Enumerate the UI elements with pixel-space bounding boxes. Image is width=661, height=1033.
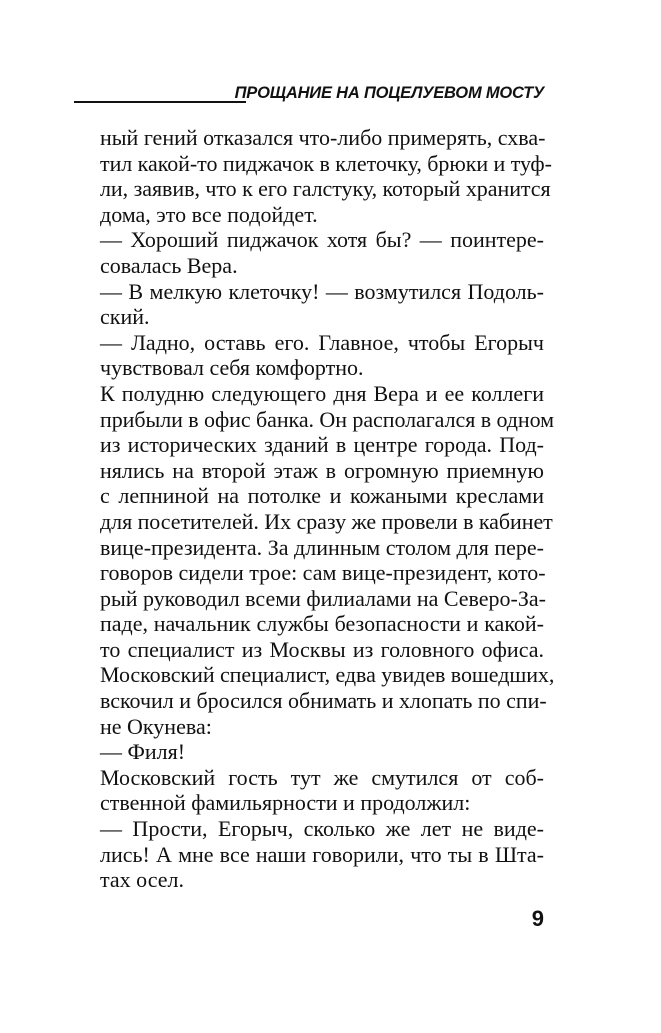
text-line: — Прости, Егорыч, сколько же лет не виде- [100,816,544,842]
text-line: вице-президента. За длинным столом для пере- [100,534,544,560]
text-line: — Ладно, оставь его. Главное, чтобы Егорыч [100,329,544,355]
running-head [74,84,544,104]
text-line: — Филя! [100,739,186,765]
header-rule [74,101,246,103]
text-line: ли, заявив, что к его галстуку, который хранится [100,176,551,202]
text-line: дома, это все подойдет. [100,201,318,227]
running-head-title: ПРОЩАНИЕ НА ПОЦЕЛУЕВОМ МОСТУ [234,84,544,102]
text-line: вскочил и бросился обнимать и хлопать по спи- [100,688,547,714]
page-number: 9 [531,906,544,931]
text-line: совалась Вера. [100,252,238,278]
text-line: ственной фамильярности и продолжил: [100,790,471,816]
text-line: — В мелкую клеточку! — возмутился Подоль- [100,278,544,304]
text-line: то специалист из Москвы из головного офиса. [100,636,544,662]
text-line: не Окунева: [100,713,212,739]
text-line: ский. [100,304,150,330]
text-line: паде, начальник службы безопасности и какой- [100,611,544,637]
text-line: для посетителей. Их сразу же провели в кабинет [100,508,553,534]
text-line: нялись на второй этаж в огромную приемную [100,457,544,483]
text-line: — Хороший пиджачок хотя бы? — поинтере- [100,227,544,253]
text-line: Московский специалист, едва увидев вошедших, [100,662,555,688]
text-line: К полудню следующего дня Вера и ее коллеги [100,380,544,406]
text-line: тил какой-то пиджачок в клеточку, брюки и туф- [100,150,552,176]
text-line: ный гений отказался что-либо примерять, схва- [100,125,546,150]
text-line: лись! А мне все наши говорили, что ты в Шта- [100,841,544,867]
text-line: говоров сидели трое: сам вице-президент, кото- [100,560,546,586]
text-line: рый руководил всеми филиалами на Северо-За- [100,585,546,611]
text-line: прибыли в офис банка. Он располагался в одном [100,406,554,432]
text-line: чувствовал себя комфортно. [100,355,364,381]
text-line: с лепниной на потолке и кожаными креслами [100,483,544,509]
body-text [100,125,555,893]
text-line: Московский гость тут же смутился от соб- [100,764,544,790]
text-line: из исторических зданий в центре города. Под- [100,432,544,458]
text-line: тах осел. [100,867,184,893]
